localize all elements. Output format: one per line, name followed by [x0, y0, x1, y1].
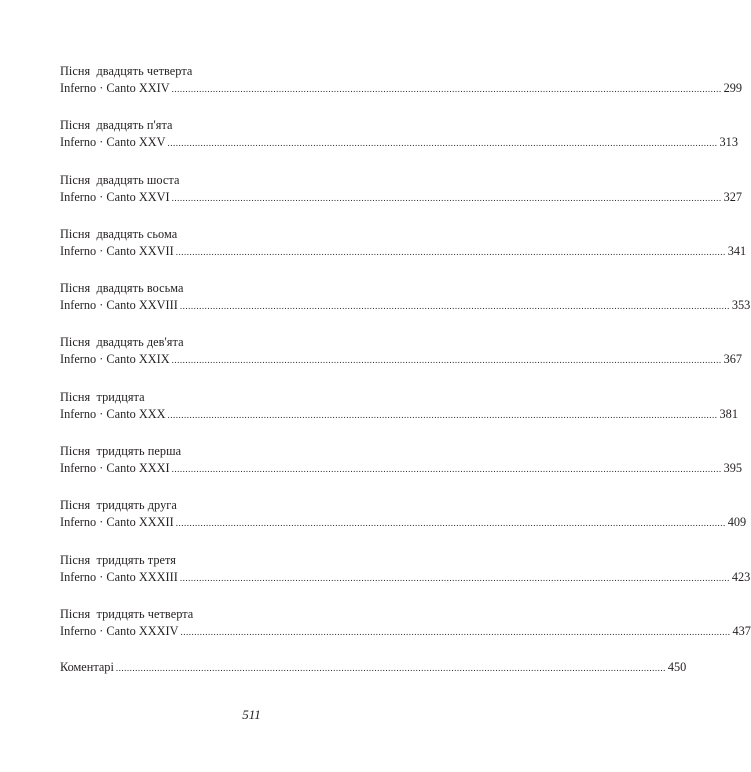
page-number: 313 [719, 135, 738, 150]
toc-line [60, 80, 743, 97]
page-number: 353 [731, 298, 751, 313]
toc-line [60, 569, 751, 586]
dot-leader: ........................................................................................................................................................................................................ [171, 192, 722, 203]
canto-ukrainian-title: Пісня тридцята [60, 389, 145, 404]
page-number: 299 [723, 81, 743, 95]
dot-leader: ........................................................................................................................................................................................................ [171, 84, 722, 94]
canto-latin-title: Inferno · Canto XXX [60, 406, 166, 421]
page-number: 341 [727, 243, 747, 258]
dot-leader: ........................................................................................................................................................................................................ [115, 663, 666, 674]
dot-leader: ........................................................................................................................................................................................................ [167, 409, 718, 420]
canto-ukrainian-title: Пісня двадцять п'ята [60, 118, 173, 133]
page-number: 395 [723, 461, 743, 476]
toc-line [60, 514, 747, 531]
table-of-contents [60, 63, 751, 676]
page-number: 367 [723, 352, 743, 367]
comments-label: Коментарі [60, 660, 114, 675]
dot-leader: ........................................................................................................................................................................................................ [175, 246, 726, 257]
canto-ukrainian-title: Пісня двадцять дев'ята [60, 335, 184, 350]
canto-latin-title: Inferno · Canto XXVIII [60, 298, 178, 313]
toc-line [60, 134, 738, 151]
dot-leader: ........................................................................................................................................................................................................ [179, 572, 730, 583]
toc-line [60, 243, 747, 260]
toc-entry [60, 334, 743, 388]
dot-leader: ........................................................................................................................................................................................................ [171, 464, 722, 475]
toc-line [60, 623, 751, 640]
toc-entry [60, 606, 751, 660]
canto-ukrainian-title: Пісня двадцять сьома [60, 226, 178, 241]
canto-ukrainian-title: Пісня двадцять четверта [60, 64, 193, 78]
dot-leader: ........................................................................................................................................................................................................ [180, 626, 731, 637]
canto-latin-title: Inferno · Canto XXV [60, 135, 166, 150]
canto-latin-title: Inferno · Canto XXVI [60, 189, 170, 204]
toc-line [60, 406, 738, 423]
canto-ukrainian-title: Пісня двадцять восьма [60, 281, 184, 296]
toc-line [60, 351, 743, 368]
page-number: 423 [731, 569, 751, 584]
page-number: 381 [719, 406, 738, 421]
canto-latin-title: Inferno · Canto XXIV [60, 81, 170, 95]
toc-entry [60, 63, 743, 117]
page-number: 450 [667, 660, 687, 675]
canto-ukrainian-title: Пісня двадцять шоста [60, 172, 180, 187]
dot-leader: ........................................................................................................................................................................................................ [175, 518, 726, 529]
toc-entry [60, 443, 743, 497]
toc-line [60, 189, 743, 206]
toc-comments-line [60, 659, 687, 676]
canto-latin-title: Inferno · Canto XXXIV [60, 623, 179, 638]
page-number: 437 [732, 623, 751, 638]
toc-entry [60, 552, 751, 606]
canto-latin-title: Inferno · Canto XXIX [60, 352, 170, 367]
toc-entry [60, 389, 738, 443]
canto-ukrainian-title: Пісня тридцять перша [60, 444, 182, 459]
toc-entry [60, 117, 738, 171]
canto-latin-title: Inferno · Canto XXXI [60, 461, 170, 476]
canto-latin-title: Inferno · Canto XXVII [60, 243, 174, 258]
canto-latin-title: Inferno · Canto XXXII [60, 515, 174, 530]
dot-leader: ........................................................................................................................................................................................................ [167, 138, 718, 149]
canto-ukrainian-title: Пісня тридцять друга [60, 498, 177, 513]
dot-leader: ........................................................................................................................................................................................................ [171, 355, 722, 366]
folio-page-number: 511 [242, 707, 261, 722]
toc-line [60, 297, 751, 314]
toc-entry [60, 172, 743, 226]
toc-entry [60, 280, 751, 334]
toc-line [60, 460, 743, 477]
dot-leader: ........................................................................................................................................................................................................ [179, 301, 730, 312]
page-number: 409 [727, 515, 747, 530]
toc-entry [60, 226, 747, 280]
toc-entry [60, 497, 747, 551]
canto-ukrainian-title: Пісня тридцять четверта [60, 606, 194, 621]
canto-ukrainian-title: Пісня тридцять третя [60, 552, 176, 567]
canto-latin-title: Inferno · Canto XXXIII [60, 569, 178, 584]
page-number: 327 [723, 189, 743, 204]
